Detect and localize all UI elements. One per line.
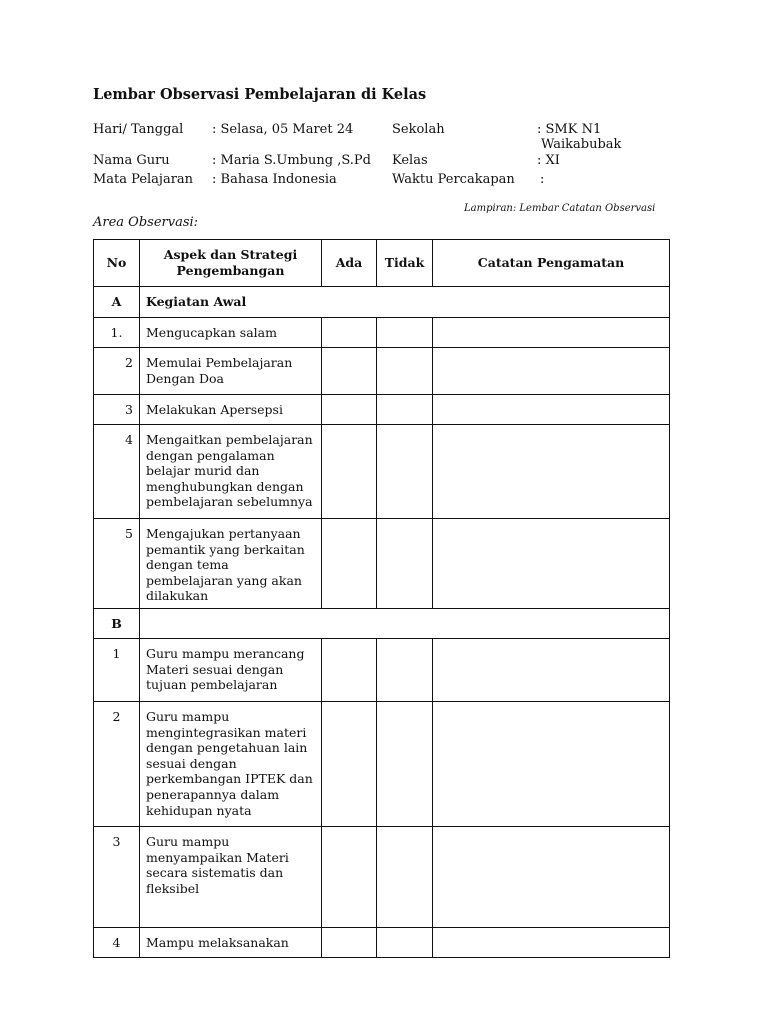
row-no: 5 — [94, 519, 140, 609]
row-aspek: Mampu melaksanakan — [140, 927, 322, 957]
header-tidak: Tidak — [377, 240, 433, 287]
sekolah-value-line1: : SMK N1 — [537, 122, 602, 137]
ada-cell[interactable] — [322, 425, 377, 519]
sekolah-label: Sekolah — [392, 122, 445, 137]
tidak-cell[interactable] — [377, 638, 433, 701]
row-no: 3 — [94, 826, 140, 927]
catatan-cell[interactable] — [433, 395, 670, 425]
waktu-value: : — [540, 172, 545, 187]
row-no: 1 — [94, 638, 140, 701]
section-a-label: Kegiatan Awal — [140, 287, 670, 318]
tidak-cell[interactable] — [377, 927, 433, 957]
row-aspek: Guru mampu mengintegrasikan materi dengan pengetahuan lain sesuai dengan perkembangan IPTEK dan penerapannya dalam kehidupan nyata — [140, 701, 322, 826]
area-observasi-label: Area Observasi: — [93, 215, 199, 230]
header-catatan: Catatan Pengamatan — [433, 240, 670, 287]
mapel-label: Mata Pelajaran — [93, 172, 194, 187]
row-aspek: Mengajukan pertanyaan pemantik yang berkaitan dengan tema pembelajaran yang akan dilakukan — [140, 519, 322, 609]
row-no: 1. — [94, 318, 140, 348]
waktu-label: Waktu Percakapan — [392, 172, 515, 187]
observation-table — [93, 239, 670, 958]
row-aspek: Mengaitkan pembelajaran dengan pengalaman belajar murid dan menghubungkan dengan pembelajaran sebelumnya — [140, 425, 322, 519]
row-aspek: Memulai Pembelajaran Dengan Doa — [140, 348, 322, 395]
tidak-cell[interactable] — [377, 701, 433, 826]
catatan-cell[interactable] — [433, 638, 670, 701]
catatan-cell[interactable] — [433, 318, 670, 348]
table-row — [94, 425, 670, 519]
ada-cell[interactable] — [322, 701, 377, 826]
tidak-cell[interactable] — [377, 826, 433, 927]
table-row — [94, 395, 670, 425]
row-no: 4 — [94, 425, 140, 519]
row-aspek: Guru mampu merancang Materi sesuai dengan tujuan pembelajaran — [140, 638, 322, 701]
row-no: 2 — [94, 701, 140, 826]
document-title: Lembar Observasi Pembelajaran di Kelas — [93, 86, 427, 103]
tidak-cell[interactable] — [377, 348, 433, 395]
row-aspek: Guru mampu menyampaikan Materi secara sistematis dan fleksibel — [140, 826, 322, 927]
ada-cell[interactable] — [322, 826, 377, 927]
tidak-cell[interactable] — [377, 519, 433, 609]
ada-cell[interactable] — [322, 395, 377, 425]
section-row-b — [94, 608, 670, 638]
row-no: 3 — [94, 395, 140, 425]
table-row — [94, 826, 670, 927]
header-aspek: Aspek dan Strategi Pengembangan — [140, 240, 322, 287]
table-row — [94, 927, 670, 957]
catatan-cell[interactable] — [433, 826, 670, 927]
tidak-cell[interactable] — [377, 318, 433, 348]
row-no: 4 — [94, 927, 140, 957]
catatan-cell[interactable] — [433, 425, 670, 519]
catatan-cell[interactable] — [433, 348, 670, 395]
catatan-cell[interactable] — [433, 519, 670, 609]
mapel-value: : Bahasa Indonesia — [212, 172, 337, 187]
section-a-no: A — [94, 287, 140, 318]
table-row — [94, 318, 670, 348]
row-aspek: Mengucapkan salam — [140, 318, 322, 348]
ada-cell[interactable] — [322, 927, 377, 957]
header-no: No — [94, 240, 140, 287]
tidak-cell[interactable] — [377, 425, 433, 519]
hari-value: : Selasa, 05 Maret 24 — [212, 122, 354, 137]
kelas-value: : XI — [537, 153, 560, 168]
row-aspek: Melakukan Apersepsi — [140, 395, 322, 425]
catatan-cell[interactable] — [433, 701, 670, 826]
ada-cell[interactable] — [322, 348, 377, 395]
section-b-no: B — [94, 608, 140, 638]
table-row — [94, 519, 670, 609]
ada-cell[interactable] — [322, 638, 377, 701]
ada-cell[interactable] — [322, 318, 377, 348]
section-b-label[interactable] — [140, 608, 670, 638]
kelas-label: Kelas — [392, 153, 428, 168]
table-row — [94, 638, 670, 701]
tidak-cell[interactable] — [377, 395, 433, 425]
section-row-a — [94, 287, 670, 318]
catatan-cell[interactable] — [433, 927, 670, 957]
row-no: 2 — [94, 348, 140, 395]
guru-value: : Maria S.Umbung ,S.Pd — [212, 153, 371, 168]
hari-label: Hari/ Tanggal — [93, 122, 184, 137]
table-header-row — [94, 240, 670, 287]
ada-cell[interactable] — [322, 519, 377, 609]
sekolah-value-line2: Waikabubak — [541, 137, 622, 152]
table-row — [94, 348, 670, 395]
lampiran-note: Lampiran: Lembar Catatan Observasi — [464, 203, 656, 214]
table-row — [94, 701, 670, 826]
guru-label: Nama Guru — [93, 153, 170, 168]
header-ada: Ada — [322, 240, 377, 287]
